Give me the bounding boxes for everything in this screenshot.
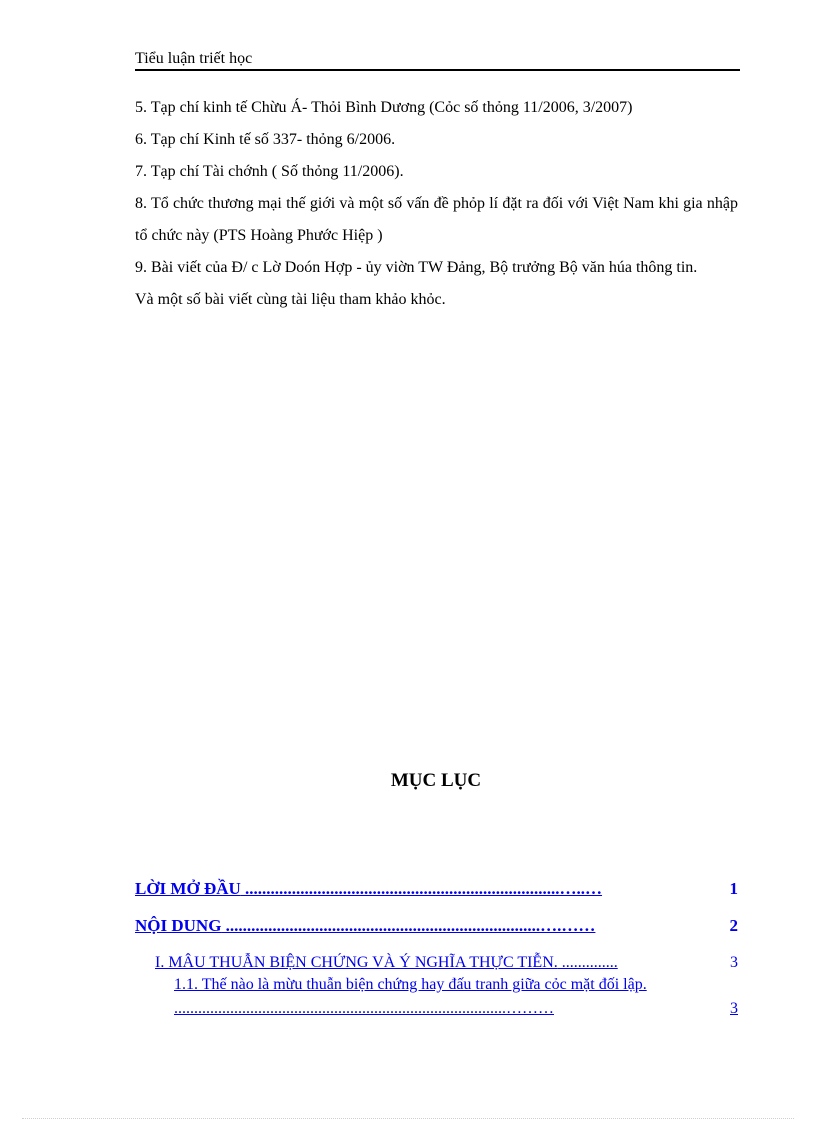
toc-entry-label: 1.1. Thế nào là mừu thuẫn biện chứng hay đấu tranh giữa cỏc mặt đối lập. [174, 976, 647, 993]
toc-page-number: 3 [730, 1000, 738, 1017]
toc-entry-label: I. MÂU THUẪN BIỆN CHỨNG VÀ Ý NGHĨA THỰC TIỄN. [155, 954, 558, 971]
toc-leader-dots: .............. [557, 954, 618, 971]
reference-item: 9. Bài viết của Đ/ c Lờ Doón Hợp - ủy viờn TW Đảng, Bộ trưởng Bộ văn húa thông tin. [135, 259, 698, 276]
toc-page-number: 3 [730, 954, 738, 971]
reference-item: 8. Tổ chức thương mại thế giới và một số vấn đề phỏp lí đặt ra đối với Việt Nam khi gia nhập tổ chức này (PTS Hoàng Phước Hiệp ) [135, 195, 738, 244]
toc-leader-dots: ..........................................................................….…… [221, 916, 596, 935]
page-header [135, 50, 740, 71]
toc-leader-dots: ..........................................................................…..… [240, 879, 603, 898]
toc-page-number: 2 [729, 916, 738, 935]
header-title: Tiểu luận triết học [135, 50, 253, 67]
toc-link-loi-mo-dau[interactable] [135, 879, 738, 899]
toc-link-section-1[interactable] [155, 954, 738, 972]
toc-entry-label: NỘI DUNG [135, 916, 222, 935]
reference-item: Và một số bài viết cùng tài liệu tham khảo khỏc. [135, 291, 446, 308]
page-bottom-divider [22, 1118, 794, 1119]
reference-list [135, 92, 738, 316]
toc-link-section-1-1[interactable] [174, 973, 738, 1021]
toc-leader-dots: ...................................................................................……… [174, 1000, 554, 1017]
toc-link-noi-dung[interactable] [135, 916, 738, 936]
reference-item: 5. Tạp chí kinh tế Chừu Á- Thỏi Bình Dương (Cỏc số thỏng 11/2006, 3/2007) [135, 99, 633, 116]
reference-item: 6. Tạp chí Kinh tế số 337- thỏng 6/2006. [135, 131, 396, 148]
toc-page-number: 1 [729, 879, 738, 898]
toc-entry-label: LỜI MỞ ĐẦU [135, 879, 241, 898]
reference-item: 7. Tạp chí Tài chớnh ( Số thỏng 11/2006). [135, 163, 404, 180]
toc-title: MỤC LỤC [390, 770, 482, 791]
